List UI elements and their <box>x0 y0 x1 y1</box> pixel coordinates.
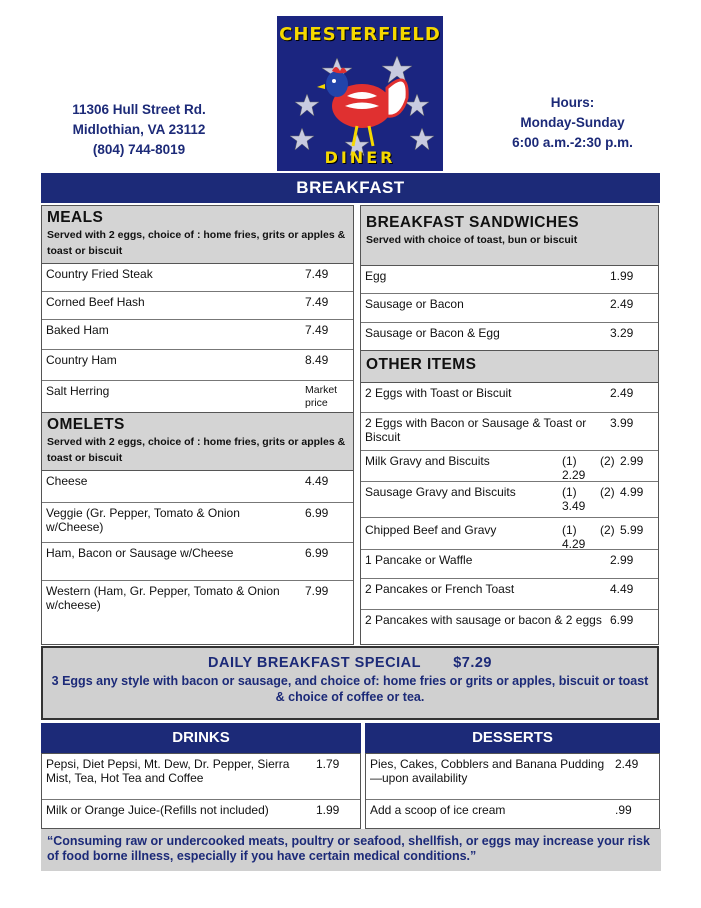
menu-item <box>361 383 658 413</box>
menu-item <box>361 482 658 518</box>
item-price-single: (1) 4.29 <box>562 523 586 551</box>
menu-item <box>361 610 658 646</box>
item-name: Cheese <box>46 474 88 488</box>
item-price: 6.99 <box>610 613 634 627</box>
item-name: Corned Beef Hash <box>46 295 145 309</box>
item-price: 8.49 <box>305 353 329 367</box>
menu-item <box>361 323 658 351</box>
omelets-header <box>42 413 353 471</box>
desserts-list <box>365 753 660 829</box>
item-qty-double: (2) <box>600 523 615 537</box>
item-name: Pepsi, Diet Pepsi, Mt. Dew, Dr. Pepper, Sierra Mist, Tea, Hot Tea and Coffee <box>46 757 290 785</box>
item-name: 2 Eggs with Bacon or Sausage & Toast or Biscuit <box>365 416 587 444</box>
diner-logo <box>277 16 443 171</box>
item-name: Chipped Beef and Gravy <box>365 523 497 537</box>
logo-subtitle: DINER <box>324 148 396 167</box>
item-price: 7.49 <box>305 323 329 337</box>
menu-item <box>361 579 658 610</box>
menu-item <box>361 413 658 451</box>
left-menu-column <box>41 205 354 645</box>
item-name: Add a scoop of ice cream <box>370 803 506 817</box>
item-name: Veggie (Gr. Pepper, Tomato & Onion w/Cheese) <box>46 506 240 534</box>
hours-label: Hours: <box>550 95 595 110</box>
sandwiches-header <box>361 206 658 266</box>
item-price: 6.99 <box>305 506 329 520</box>
menu-item <box>42 754 360 800</box>
item-name: Sausage Gravy and Biscuits <box>365 485 516 499</box>
item-price: .99 <box>615 803 632 817</box>
sandwiches-subtitle: Served with choice of toast, bun or biscuit <box>366 234 578 246</box>
other-items-header <box>361 351 658 383</box>
item-price: 1.99 <box>316 803 340 817</box>
item-price: 2.49 <box>615 757 639 771</box>
menu-item <box>361 518 658 550</box>
item-price: 2.99 <box>620 454 644 468</box>
drinks-list <box>41 753 361 829</box>
logo-title: CHESTERFIELD <box>279 24 441 45</box>
menu-item <box>366 754 659 800</box>
item-name: Baked Ham <box>46 323 109 337</box>
daily-special-price: $7.29 <box>453 655 492 671</box>
right-menu-column <box>360 205 659 645</box>
menu-item <box>42 581 353 625</box>
menu-item <box>42 800 360 828</box>
phone-number: (804) 744-8019 <box>92 142 186 157</box>
item-price: 5.99 <box>620 523 644 537</box>
other-items-title: OTHER ITEMS <box>366 356 477 373</box>
menu-item <box>361 294 658 323</box>
item-price: 7.99 <box>305 584 329 598</box>
menu-item <box>361 550 658 579</box>
item-name: Sausage or Bacon <box>365 297 464 311</box>
menu-item <box>42 381 353 413</box>
hours-days: Monday-Sunday <box>520 115 625 130</box>
item-price: 3.29 <box>610 326 634 340</box>
item-price: 7.49 <box>305 267 329 281</box>
menu-item <box>42 471 353 503</box>
item-price: 1.79 <box>316 757 340 771</box>
item-name: Egg <box>365 269 387 283</box>
item-name: Western (Ham, Gr. Pepper, Tomato & Onion w/cheese) <box>46 584 280 612</box>
item-price: 4.49 <box>610 582 634 596</box>
item-name: 1 Pancake or Waffle <box>365 553 473 567</box>
food-safety-warning: “Consuming raw or undercooked meats, poultry or seafood, shellfish, or eggs may increase your risk of food borne illness, especially if you have certain medical conditions.” <box>41 829 661 871</box>
item-price-single: (1) 2.29 <box>562 454 586 482</box>
item-name: Salt Herring <box>46 384 110 398</box>
daily-special-description: 3 Eggs any style with bacon or sausage, and choice of: home fries or grits or apples, biscuit or toast & choice of coffee or tea. <box>51 674 649 704</box>
address-street: 11306 Hull Street Rd. <box>72 102 206 117</box>
item-name: 2 Eggs with Toast or Biscuit <box>365 386 512 400</box>
item-name: 2 Pancakes or French Toast <box>365 582 515 596</box>
address-city: Midlothian, VA 23112 <box>72 122 206 137</box>
meals-subtitle: Served with 2 eggs, choice of : home fries, grits or apples & toast or biscuit <box>47 229 346 257</box>
item-price: 2.49 <box>610 386 634 400</box>
item-price: 3.99 <box>610 416 634 430</box>
menu-item <box>42 503 353 543</box>
item-name: Country Fried Steak <box>46 267 153 281</box>
hours-times: 6:00 a.m.-2:30 p.m. <box>512 135 633 150</box>
menu-item <box>361 266 658 294</box>
omelets-subtitle: Served with 2 eggs, choice of : home fries, grits or apples & toast or biscuit <box>47 436 346 464</box>
item-price: 7.49 <box>305 295 329 309</box>
item-price: 2.99 <box>610 553 634 567</box>
menu-item <box>42 350 353 381</box>
item-name: 2 Pancakes with sausage or bacon & 2 eggs <box>365 613 602 627</box>
menu-item <box>42 320 353 350</box>
menu-item <box>42 543 353 581</box>
item-name: Country Ham <box>46 353 117 367</box>
item-price: 4.49 <box>305 474 329 488</box>
item-name: Ham, Bacon or Sausage w/Cheese <box>46 546 234 560</box>
item-price: 2.49 <box>610 297 634 311</box>
item-qty-double: (2) <box>600 454 615 468</box>
menu-item <box>42 264 353 292</box>
item-price: 1.99 <box>610 269 634 283</box>
daily-special-heading <box>43 655 657 671</box>
daily-special-title: DAILY BREAKFAST SPECIAL <box>208 655 421 671</box>
menu-item <box>42 292 353 320</box>
item-name: Pies, Cakes, Cobblers and Banana Pudding—upon availability <box>370 757 605 785</box>
hours-block <box>490 93 655 153</box>
item-qty-double: (2) <box>600 485 615 499</box>
meals-title: MEALS <box>47 209 104 226</box>
item-price: 6.99 <box>305 546 329 560</box>
item-name: Milk or Orange Juice-(Refills not included) <box>46 803 269 817</box>
item-name: Sausage or Bacon & Egg <box>365 326 500 340</box>
item-name: Milk Gravy and Biscuits <box>365 454 490 468</box>
menu-item <box>366 800 659 828</box>
breakfast-heading: BREAKFAST <box>41 173 660 203</box>
item-price: 4.99 <box>620 485 644 499</box>
item-price: Market price <box>305 384 338 409</box>
omelets-title: OMELETS <box>47 416 125 433</box>
drinks-heading: DRINKS <box>41 723 361 753</box>
menu-item <box>361 451 658 482</box>
address-block <box>44 100 234 160</box>
daily-special-box <box>41 646 659 720</box>
item-price-single: (1) 3.49 <box>562 485 586 513</box>
sandwiches-title: BREAKFAST SANDWICHES <box>366 214 579 231</box>
meals-header <box>42 206 353 264</box>
desserts-heading: DESSERTS <box>365 723 660 753</box>
